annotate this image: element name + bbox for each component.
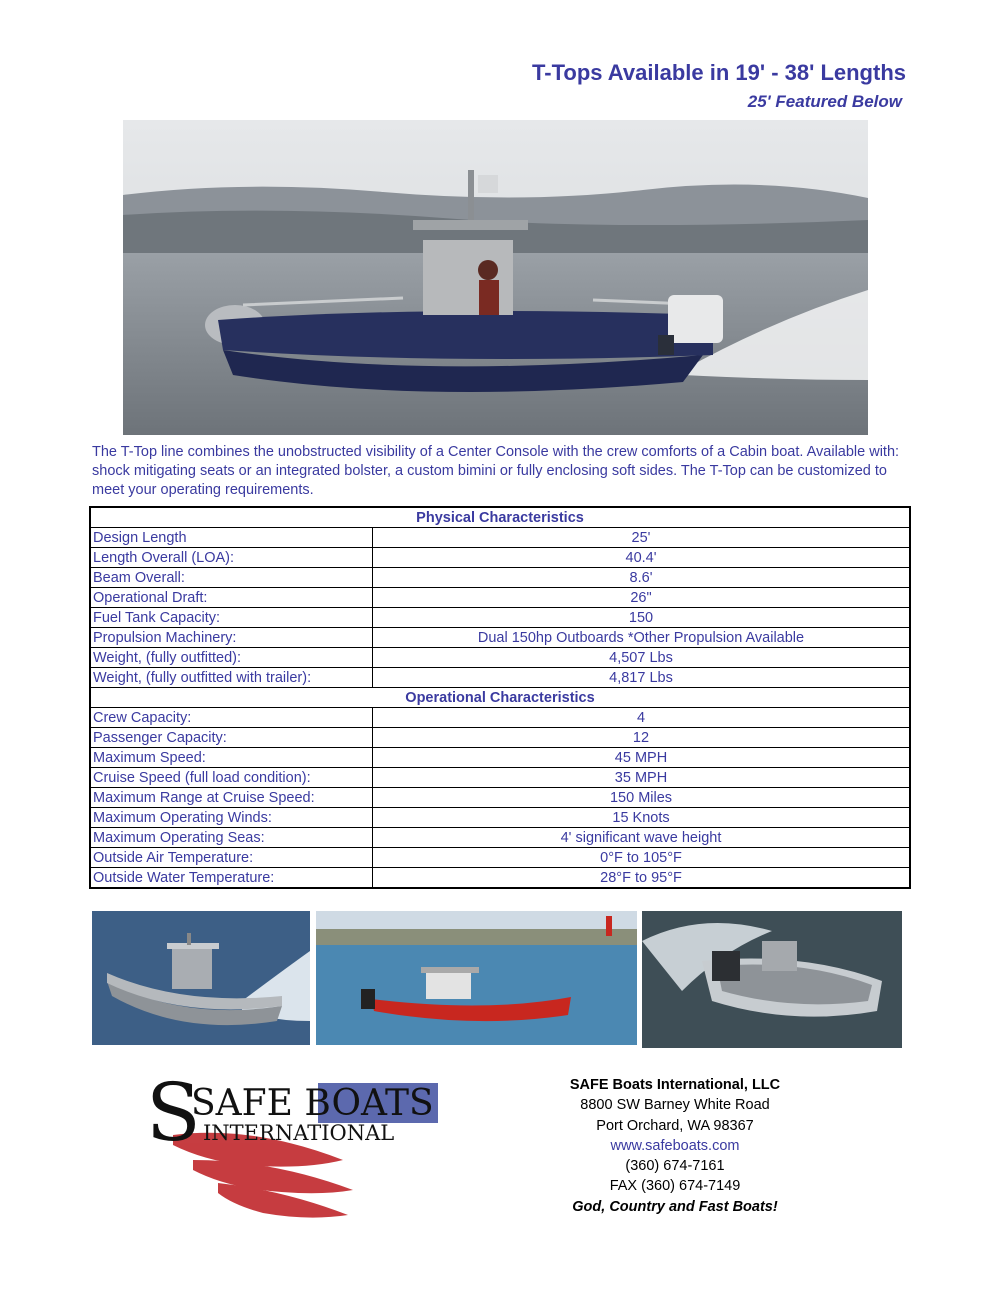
spec-label: Maximum Operating Winds:: [90, 808, 373, 828]
hero-boat-photo: [123, 120, 868, 435]
spec-label: Design Length: [90, 528, 373, 548]
page-subtitle: 25' Featured Below: [747, 92, 902, 111]
spec-label: Length Overall (LOA):: [90, 548, 373, 568]
spec-label: Operational Draft:: [90, 588, 373, 608]
contact-block: [540, 1075, 810, 1217]
thumb-photo-spray-boat: [642, 911, 902, 1048]
spec-value: 35 MPH: [373, 768, 911, 788]
spec-label: Passenger Capacity:: [90, 728, 373, 748]
address-line2: Port Orchard, WA 98367: [596, 1117, 754, 1134]
spec-value: 26": [373, 588, 911, 608]
spec-label: Weight, (fully outfitted):: [90, 648, 373, 668]
spec-row: [90, 708, 910, 728]
spec-section-header: [90, 507, 910, 528]
spec-row: [90, 588, 910, 608]
spec-value: 15 Knots: [373, 808, 911, 828]
description-text: The T-Top line combines the unobstructed visibility of a Center Console with the crew comforts of a Cabin boat. Available with: shock mitigating seats or an integrated bolster, a custom bimini or fully enclosing soft sides. The T-Top can be customized to meet your operating requirements.: [92, 444, 900, 498]
spec-row: [90, 868, 910, 889]
spec-row: [90, 768, 910, 788]
spec-label: Maximum Speed:: [90, 748, 373, 768]
svg-text:S: S: [146, 1066, 201, 1159]
spec-label: Outside Water Temperature:: [90, 868, 373, 889]
spec-label: Cruise Speed (full load condition):: [90, 768, 373, 788]
spec-row: [90, 848, 910, 868]
spec-value: 150: [373, 608, 911, 628]
spec-label: Maximum Operating Seas:: [90, 828, 373, 848]
spec-row: [90, 648, 910, 668]
spec-label: Fuel Tank Capacity:: [90, 608, 373, 628]
spec-row: [90, 728, 910, 748]
spec-label: Outside Air Temperature:: [90, 848, 373, 868]
thumb-photo-gray-boat: [92, 911, 310, 1045]
spec-label: Propulsion Machinery:: [90, 628, 373, 648]
spec-label: Maximum Range at Cruise Speed:: [90, 788, 373, 808]
spec-row: [90, 608, 910, 628]
spec-value: 4,507 Lbs: [373, 648, 911, 668]
tagline: God, Country and Fast Boats!: [572, 1198, 778, 1215]
spec-row: [90, 748, 910, 768]
spec-value: 45 MPH: [373, 748, 911, 768]
spec-value: 8.6': [373, 568, 911, 588]
logo-line1: SAFE BOATS: [191, 1083, 434, 1124]
company-name: SAFE Boats International, LLC: [569, 1077, 781, 1093]
spec-section-title: Physical Characteristics: [90, 507, 910, 528]
spec-value: 0°F to 105°F: [373, 848, 911, 868]
address-line1: 8800 SW Barney White Road: [580, 1097, 770, 1114]
logo-line2: INTERNATIONAL: [203, 1121, 395, 1145]
fax-number: FAX (360) 674-7149: [609, 1178, 741, 1195]
spec-row: [90, 628, 910, 648]
spec-value: 12: [373, 728, 911, 748]
spec-value: 4' significant wave height: [373, 828, 911, 848]
spec-value: 28°F to 95°F: [373, 868, 911, 889]
spec-row: [90, 528, 910, 548]
spec-value: 25': [373, 528, 911, 548]
specs-table: [89, 506, 911, 889]
spec-label: Crew Capacity:: [90, 708, 373, 728]
spec-value: 150 Miles: [373, 788, 911, 808]
spec-label: Beam Overall:: [90, 568, 373, 588]
website-link[interactable]: www.safeboats.com: [610, 1137, 740, 1154]
spec-row: [90, 808, 910, 828]
spec-label: Weight, (fully outfitted with trailer):: [90, 668, 373, 688]
spec-row: [90, 788, 910, 808]
spec-section-title: Operational Characteristics: [90, 688, 910, 708]
spec-row: [90, 568, 910, 588]
page-title: T-Tops Available in 19' - 38' Lengths: [532, 60, 906, 85]
spec-row: [90, 668, 910, 688]
spec-value: 40.4': [373, 548, 911, 568]
thumb-photo-red-boat: [316, 911, 637, 1045]
spec-row: [90, 828, 910, 848]
spec-row: [90, 548, 910, 568]
spec-value: Dual 150hp Outboards *Other Propulsion Available: [373, 628, 911, 648]
spec-section-header: [90, 688, 910, 708]
spec-value: 4: [373, 708, 911, 728]
phone-number: (360) 674-7161: [625, 1158, 725, 1175]
safe-boats-logo: [133, 1065, 475, 1225]
spec-value: 4,817 Lbs: [373, 668, 911, 688]
